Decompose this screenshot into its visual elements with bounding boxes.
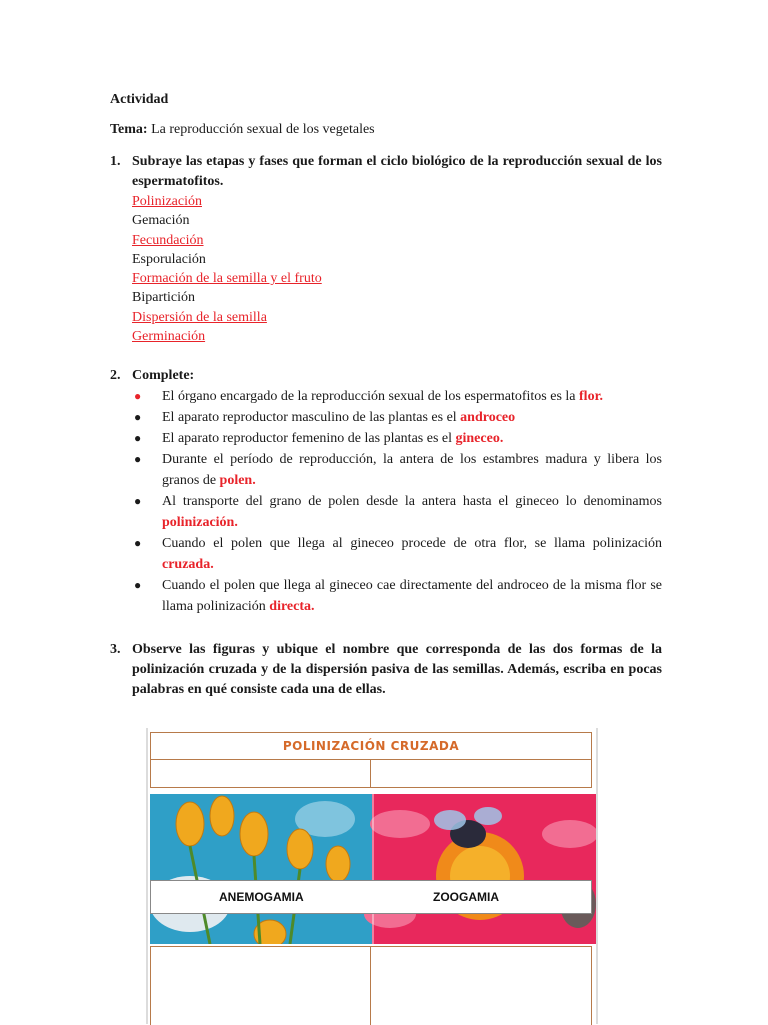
- answer-labels: [150, 880, 592, 914]
- bullet-icon: ●: [134, 494, 142, 508]
- option-item: Bipartición: [132, 290, 195, 306]
- topic-line: [110, 122, 375, 138]
- frame-border: [146, 728, 148, 1024]
- figure-title: POLINIZACIÓN CRUZADA: [150, 732, 592, 760]
- answer: polen.: [219, 473, 256, 488]
- list-item: ● Cuando el polen que llega al gineceo cae directamente del androceo de la misma flor se llama polinización directa.: [132, 575, 662, 617]
- blank-description-row: [150, 946, 592, 1025]
- bullet-icon: ●: [134, 578, 142, 592]
- answer: androceo: [460, 410, 516, 425]
- label-zoogamia: ZOOGAMIA: [433, 890, 499, 904]
- option-item: Fecundación: [132, 232, 204, 248]
- question-number: 2.: [110, 368, 121, 383]
- list-item: ● Al transporte del grano de polen desde la antera hasta el gineceo lo denominamos polinización.: [132, 491, 662, 533]
- bullet-icon: ●: [134, 536, 142, 550]
- bullet-icon: ●: [134, 431, 142, 445]
- question-3: [110, 640, 662, 700]
- question-text: Complete:: [132, 368, 195, 383]
- answer: flor.: [579, 389, 603, 404]
- frame-border: [596, 728, 598, 1024]
- option-item: Germinación: [132, 329, 206, 345]
- question-1: [110, 152, 662, 192]
- question-text: Subraye las etapas y fases que forman el ciclo biológico de la reproducción sexual de los espermatofitos.: [132, 154, 662, 189]
- list-item: ● Durante el período de reproducción, la antera de los estambres madura y libera los granos de polen.: [132, 449, 662, 491]
- question-number: 1.: [110, 154, 121, 169]
- flower-illustration: [150, 794, 596, 944]
- topic-text: La reproducción sexual de los vegetales: [151, 122, 375, 137]
- topic-label: Tema:: [110, 122, 148, 137]
- question-number: 3.: [110, 642, 121, 657]
- q1-options: [132, 192, 322, 346]
- list-item: ● Cuando el polen que llega al gineceo procede de otra flor, se llama polinización cruzada.: [132, 533, 662, 575]
- answer: gineceo.: [455, 431, 504, 446]
- pollination-figure: [146, 728, 598, 1024]
- bullet-icon: ●: [134, 410, 142, 424]
- document-title: Actividad: [110, 92, 169, 107]
- option-item: Gemación: [132, 213, 190, 229]
- list-item: ● El órgano encargado de la reproducción sexual de los espermatofitos es la flor.: [132, 386, 662, 407]
- option-item: Formación de la semilla y el fruto: [132, 271, 322, 287]
- option-item: Polinización: [132, 194, 202, 209]
- bullet-icon: ●: [134, 452, 142, 466]
- answer: directa.: [269, 599, 315, 614]
- q2-items: [132, 386, 662, 617]
- option-item: Esporulación: [132, 251, 206, 267]
- blank-answer-row: [150, 759, 592, 788]
- question-text: Observe las figuras y ubique el nombre que corresponda de las dos formas de la polinización cruzada y de la dispersión pasiva de las semillas. Además, escriba en pocas palabras en qué consiste cada una de ellas.: [132, 642, 662, 697]
- list-item: ● El aparato reproductor femenino de las plantas es el gineceo.: [132, 428, 662, 449]
- bullet-icon: ●: [134, 389, 142, 403]
- answer: polinización.: [162, 515, 238, 530]
- answer: cruzada.: [162, 557, 214, 572]
- question-2: [110, 366, 662, 386]
- option-item: Dispersión de la semilla: [132, 309, 267, 325]
- pollination-photo: [150, 794, 596, 944]
- list-item: ● El aparato reproductor masculino de las plantas es el androceo: [132, 407, 662, 428]
- label-anemogamia: ANEMOGAMIA: [219, 890, 304, 904]
